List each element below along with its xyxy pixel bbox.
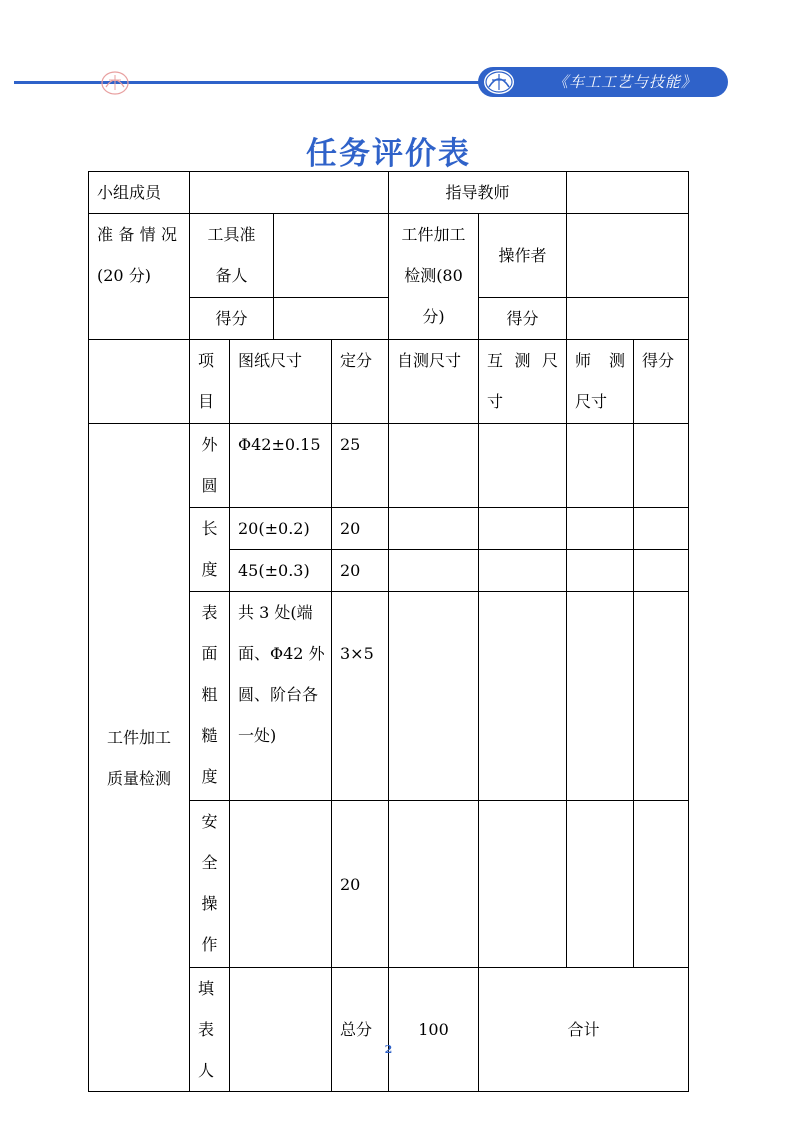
inspection-line: 工件加工	[401, 225, 466, 244]
spacer	[340, 592, 388, 633]
page-title: 任务评价表	[306, 136, 471, 172]
score-cell	[634, 424, 689, 508]
page-number: 2	[384, 1043, 393, 1056]
item-char: 全	[201, 853, 218, 872]
item-char: 作	[201, 935, 218, 954]
operator-value	[567, 214, 689, 298]
inspection-score-label: 得分	[479, 298, 567, 340]
inspection-line: 分)	[422, 307, 445, 326]
table-row	[89, 424, 689, 508]
prep-score-label: 得分	[190, 298, 274, 340]
item-char: 面	[201, 644, 218, 663]
item-char: 安	[201, 812, 218, 831]
col-item	[190, 340, 230, 424]
item-outer-circle	[190, 424, 230, 508]
self-measure-cell	[389, 592, 479, 801]
teacher-measure-cell	[567, 424, 634, 508]
drawing-line: 面、Φ42 外	[238, 644, 325, 663]
drawing-line: 圆、阶台各	[238, 685, 319, 704]
mutual-measure-cell	[479, 550, 567, 592]
teacher-measure-cell	[567, 592, 634, 801]
empty-cell	[89, 340, 190, 424]
evaluation-table	[88, 171, 689, 1092]
column-header-row	[89, 340, 689, 424]
col-item-line: 项	[198, 351, 215, 370]
faded-logo-icon	[100, 69, 130, 97]
score-cell	[634, 508, 689, 550]
self-measure-cell	[389, 424, 479, 508]
item-char: 外	[201, 435, 218, 454]
col-mutual-line: 互 测 尺	[487, 351, 559, 370]
drawing-size-cell	[230, 801, 332, 968]
mutual-measure-cell	[479, 424, 567, 508]
table-row	[89, 214, 689, 298]
col-teacher-measure	[567, 340, 634, 424]
teacher-label: 指导教师	[389, 172, 567, 214]
sum-label: 合计	[479, 968, 689, 1092]
book-title: 《车工工艺与技能》	[552, 73, 697, 91]
prep-score-value	[274, 298, 389, 340]
prep-label-line: (20 分)	[97, 266, 151, 285]
col-fixed-score: 定分	[332, 340, 389, 424]
item-safe-operation	[190, 801, 230, 968]
drawing-size-cell: Φ42±0.15	[230, 424, 332, 508]
prep-label	[89, 214, 190, 340]
teacher-value	[567, 172, 689, 214]
drawing-size-cell	[230, 592, 332, 801]
quality-label-line: 工件加工	[106, 727, 171, 747]
col-teacher-line: 尺寸	[575, 392, 608, 411]
drawing-size-cell: 45(±0.3)	[230, 550, 332, 592]
teacher-measure-cell	[567, 508, 634, 550]
col-score: 得分	[634, 340, 689, 424]
fixed-score-cell: 20	[332, 801, 389, 968]
tool-prep-line: 备人	[215, 266, 248, 285]
item-char: 糙	[201, 726, 218, 745]
item-char: 操	[201, 894, 218, 913]
item-char: 度	[201, 767, 218, 786]
filler-value	[230, 968, 332, 1092]
col-drawing-size: 图纸尺寸	[230, 340, 332, 424]
mutual-measure-cell	[479, 508, 567, 550]
col-mutual-line: 寸	[487, 392, 504, 411]
item-char: 粗	[201, 685, 218, 704]
col-self-measure: 自测尺寸	[389, 340, 479, 424]
drawing-size-cell: 20(±0.2)	[230, 508, 332, 550]
fixed-score-value: 3×5	[340, 644, 374, 663]
drawing-line: 共 3 处(端	[238, 603, 313, 622]
fixed-score-cell	[332, 592, 389, 801]
item-char: 表	[201, 603, 218, 622]
item-char: 长	[201, 519, 218, 538]
drawing-line: 一处)	[238, 726, 277, 745]
mutual-measure-cell	[479, 801, 567, 968]
inspection-line: 检测(80	[404, 266, 463, 285]
item-char: 圆	[201, 476, 218, 495]
table-row	[89, 172, 689, 214]
tool-prep-line: 工具准	[207, 225, 256, 244]
total-value: 100	[389, 968, 479, 1092]
prep-label-line: 准备情况	[97, 225, 177, 244]
col-teacher-line: 师 测	[575, 351, 626, 370]
tool-prep-value	[274, 214, 389, 298]
self-measure-cell	[389, 550, 479, 592]
fixed-score-cell: 25	[332, 424, 389, 508]
self-measure-cell	[389, 801, 479, 968]
teacher-measure-cell	[567, 801, 634, 968]
score-cell	[634, 550, 689, 592]
total-label: 总分	[332, 968, 389, 1092]
score-cell	[634, 801, 689, 968]
item-surface-roughness	[190, 592, 230, 801]
operator-label: 操作者	[479, 214, 567, 298]
score-cell	[634, 592, 689, 801]
group-members-value	[190, 172, 389, 214]
group-members-label: 小组成员	[89, 172, 190, 214]
school-logo-icon	[482, 68, 516, 96]
col-mutual-measure	[479, 340, 567, 424]
item-char: 度	[201, 560, 218, 579]
tool-prep-label	[190, 214, 274, 298]
teacher-measure-cell	[567, 550, 634, 592]
fixed-score-cell: 20	[332, 508, 389, 550]
quality-label	[89, 424, 190, 1092]
filler-label: 填表人	[190, 968, 230, 1092]
col-item-line: 目	[198, 392, 215, 411]
fixed-score-cell: 20	[332, 550, 389, 592]
quality-label-line: 质量检测	[106, 768, 171, 788]
self-measure-cell	[389, 508, 479, 550]
inspection-label	[389, 214, 479, 340]
item-length	[190, 508, 230, 592]
header-rule	[14, 81, 484, 84]
inspection-score-value	[567, 298, 689, 340]
mutual-measure-cell	[479, 592, 567, 801]
